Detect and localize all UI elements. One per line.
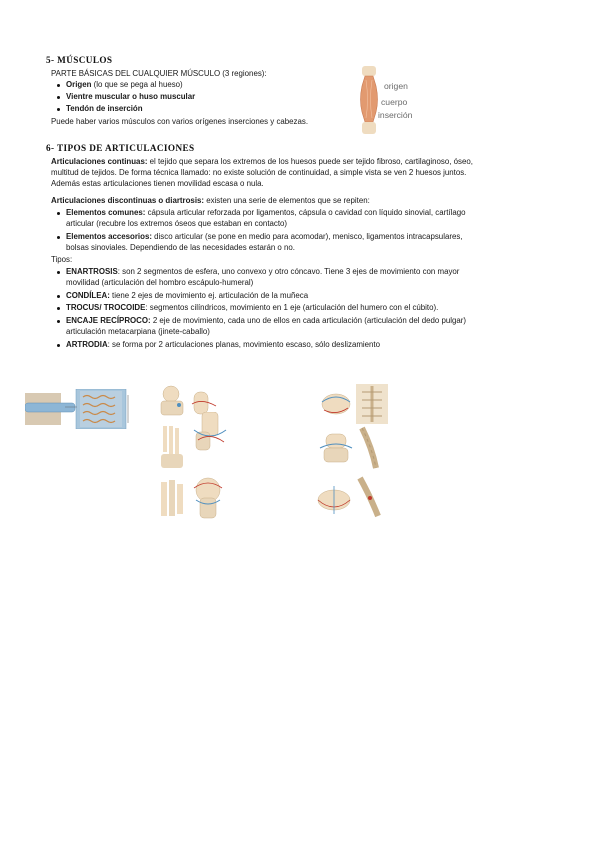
bone-top xyxy=(362,66,376,76)
muscle-part-tendon: Tendón de inserción xyxy=(66,104,143,113)
bone-bottom xyxy=(362,122,376,134)
label-origin: origen xyxy=(384,81,408,91)
section-5-heading: 5- MÚSCULOS xyxy=(46,55,113,65)
common-elements-line-1: Elementos comunes: cápsula articular reforzada por ligamentos, cápsula o cavidad con líquido sinovial, cartílago xyxy=(66,208,466,217)
trocoide-disc-figure xyxy=(314,484,354,518)
bullet-dot xyxy=(57,344,60,347)
section-6-heading: 6- TIPOS DE ARTICULACIONES xyxy=(46,143,195,153)
type-condilea: CONDÍLEA: tiene 2 ejes de movimiento ej. articulación de la muñeca xyxy=(66,291,309,300)
condilea-hand-figure xyxy=(157,426,187,470)
bullet-dot xyxy=(57,295,60,298)
spine-figure-1 xyxy=(356,384,388,424)
spine-figure-3 xyxy=(352,476,384,518)
type-encaje-reciproco-line-2: articulación metacarpiana (jinete-caballo) xyxy=(66,327,210,336)
type-artrodia: ARTRODIA: se forma por 2 articulaciones planas, movimiento escaso, sólo deslizamiento xyxy=(66,340,381,349)
bullet-dot xyxy=(57,271,60,274)
muscle-part-origin: Origen (lo que se pega al hueso) xyxy=(66,80,183,89)
discontinuous-joints-line: Articulaciones discontinuas o diartrosis: existen una serie de elementos que se repiten: xyxy=(51,196,370,205)
spine-figure-2 xyxy=(352,426,384,470)
artrodia-disc-figure xyxy=(318,386,354,422)
bullet-dot xyxy=(57,108,60,111)
common-elements-line-2: articular (recubre los extremos óseos que estaban en contacto) xyxy=(66,219,288,228)
continuous-joints-line-2: multitud de tejidos. De forma técnica llamado: no existe solución de continuidad, a simple vista se ven 2 huesos juntos. xyxy=(51,168,467,177)
bullet-dot xyxy=(57,84,60,87)
label-body: cuerpo xyxy=(381,97,408,107)
muscle-part-belly: Vientre muscular o huso muscular xyxy=(66,92,196,101)
types-label: Tipos: xyxy=(51,255,73,264)
type-encaje-reciproco-line-1: ENCAJE RECÍPROCO: 2 eje de movimiento, cada uno de ellos en cada articulación (articulación del dedo pulgar) xyxy=(66,316,467,325)
bullet-dot xyxy=(57,212,60,215)
section-5-intro: PARTE BÁSICAS DEL CUALQUIER MÚSCULO (3 regiones): xyxy=(51,69,267,78)
type-enartrosis-line-1: ENARTROSIS: son 2 segmentos de esfera, uno convexo y otro cóncavo. Tiene 3 ejes de movimiento con mayor xyxy=(66,267,460,276)
bullet-dot xyxy=(57,236,60,239)
continuous-joints-line-1: Articulaciones continuas: el tejido que separa los extremos de los huesos puede ser tejido fibroso, cartilaginoso, óseo, xyxy=(51,157,473,166)
condilea-disc-figure xyxy=(318,430,354,466)
enartrosis-skeleton-figure xyxy=(157,385,187,417)
muscle-diagram xyxy=(356,66,382,134)
bullet-dot xyxy=(57,320,60,323)
label-insertion: inserción xyxy=(378,110,413,120)
type-trocoide: TROCUS/ TROCOIDE: segmentos cilíndricos, movimiento en 1 eje (articulación del humero con el cúbito). xyxy=(66,303,439,312)
encaje-detail-figure xyxy=(190,476,226,520)
accessory-elements-line-2: bolsas sinoviales. Dependiendo de las necesidades estarán o no. xyxy=(66,243,295,252)
bullet-dot xyxy=(57,96,60,99)
muscle-belly xyxy=(361,76,378,122)
bullet-dot xyxy=(57,307,60,310)
type-enartrosis-line-2: movilidad (articulación del hombro escápulo-humeral) xyxy=(66,278,254,287)
section-5-note: Puede haber varios músculos con varios orígenes inserciones y cabezas. xyxy=(51,117,309,126)
fibrous-joint-figure xyxy=(25,389,131,429)
trocoide-elbow-figure xyxy=(190,412,230,452)
encaje-hand-figure xyxy=(157,480,185,518)
accessory-elements-line-1: Elementos accesorios: disco articular (se pone en medio para acomodar), menisco, ligamentos intracapsulares, xyxy=(66,232,463,241)
continuous-joints-line-3: Además estas articulaciones tienen movilidad escasa o nula. xyxy=(51,179,264,188)
